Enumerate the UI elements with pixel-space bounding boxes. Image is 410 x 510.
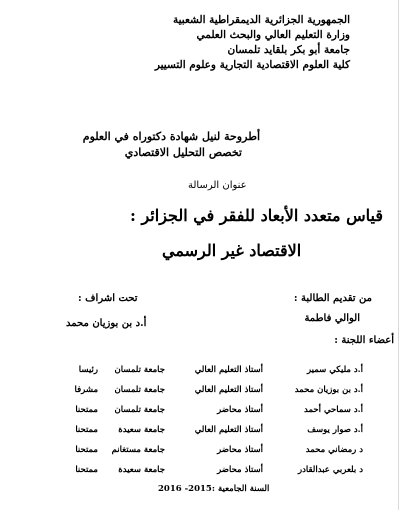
jury-rank: أستاذ محاضر [217, 465, 263, 475]
page-edge-line [398, 0, 399, 510]
jury-university: جامعة سعيدة [118, 425, 165, 435]
thesis-specialty: تخصص التحليل الاقتصادي [124, 146, 242, 159]
header-line-ministry: وزارة التعليم العالي والبحث العلمي [196, 29, 350, 41]
thesis-title-line2: الاقتصاد غير الرسمي [162, 241, 302, 260]
jury-rank: أستاذ التعليم العالي [194, 385, 263, 395]
supervisor-name: أ.د بن بوزيان محمد [66, 318, 147, 329]
jury-name: د بلعربي عبدالقادر [298, 465, 363, 475]
jury-role: مشرفا [74, 385, 98, 395]
supervisor-label: تحت اشراف : [78, 293, 138, 304]
title-label: عنوان الرسالة [188, 180, 247, 191]
jury-university: جامعة تلمسان [114, 365, 165, 375]
jury-row [0, 385, 398, 401]
jury-row [0, 445, 398, 461]
jury-rank: أستاذ التعليم العالي [194, 425, 263, 435]
jury-name: أ.د صوار يوسف [307, 425, 363, 435]
jury-university: جامعة سعيدة [118, 465, 165, 475]
academic-year: السنة الجامعية :2015- 2016 [158, 484, 270, 494]
jury-university: جامعة تلمسان [114, 405, 165, 415]
jury-role: ممتحنا [75, 425, 98, 435]
jury-name: أ.د مليكي سمير [306, 365, 363, 375]
thesis-type: أطروحة لنيل شهادة دكتوراه في العلوم [82, 130, 260, 143]
jury-row [0, 425, 398, 441]
jury-row [0, 465, 398, 481]
jury-role: ممتحنا [75, 405, 98, 415]
jury-label: أعضاء اللجنة : [334, 335, 394, 346]
jury-role: رئيسا [78, 365, 98, 375]
jury-name: أ.د بن بوزيان محمد [294, 385, 363, 395]
jury-rank: أستاذ محاضر [217, 445, 263, 455]
student-label: من تقديم الطالبة : [293, 293, 372, 304]
jury-university: جامعة مستغانم [111, 445, 165, 455]
header-line-republic: الجمهورية الجزائرية الديمقراطية الشعبية [172, 14, 350, 26]
jury-rank: أستاذ محاضر [217, 405, 263, 415]
jury-role: ممتحنا [75, 445, 98, 455]
jury-row [0, 405, 398, 421]
header-line-university: جامعة أبو بكر بلقايد تلمسان [227, 44, 350, 56]
student-name: الوالي فاطمة [304, 313, 360, 324]
jury-university: جامعة تلمسان [114, 385, 165, 395]
header-line-faculty: كلية العلوم الاقتصادية التجارية وعلوم التسيير [154, 59, 350, 71]
jury-role: ممتحنا [75, 465, 98, 475]
thesis-title-line1: قياس متعدد الأبعاد للفقر في الجزائر : [130, 206, 383, 225]
jury-name: أ.د سماحي أحمد [304, 405, 363, 415]
jury-name: د رمضاني محمد [305, 445, 363, 455]
jury-rank: أستاذ التعليم العالي [194, 365, 263, 375]
jury-row [0, 365, 398, 381]
